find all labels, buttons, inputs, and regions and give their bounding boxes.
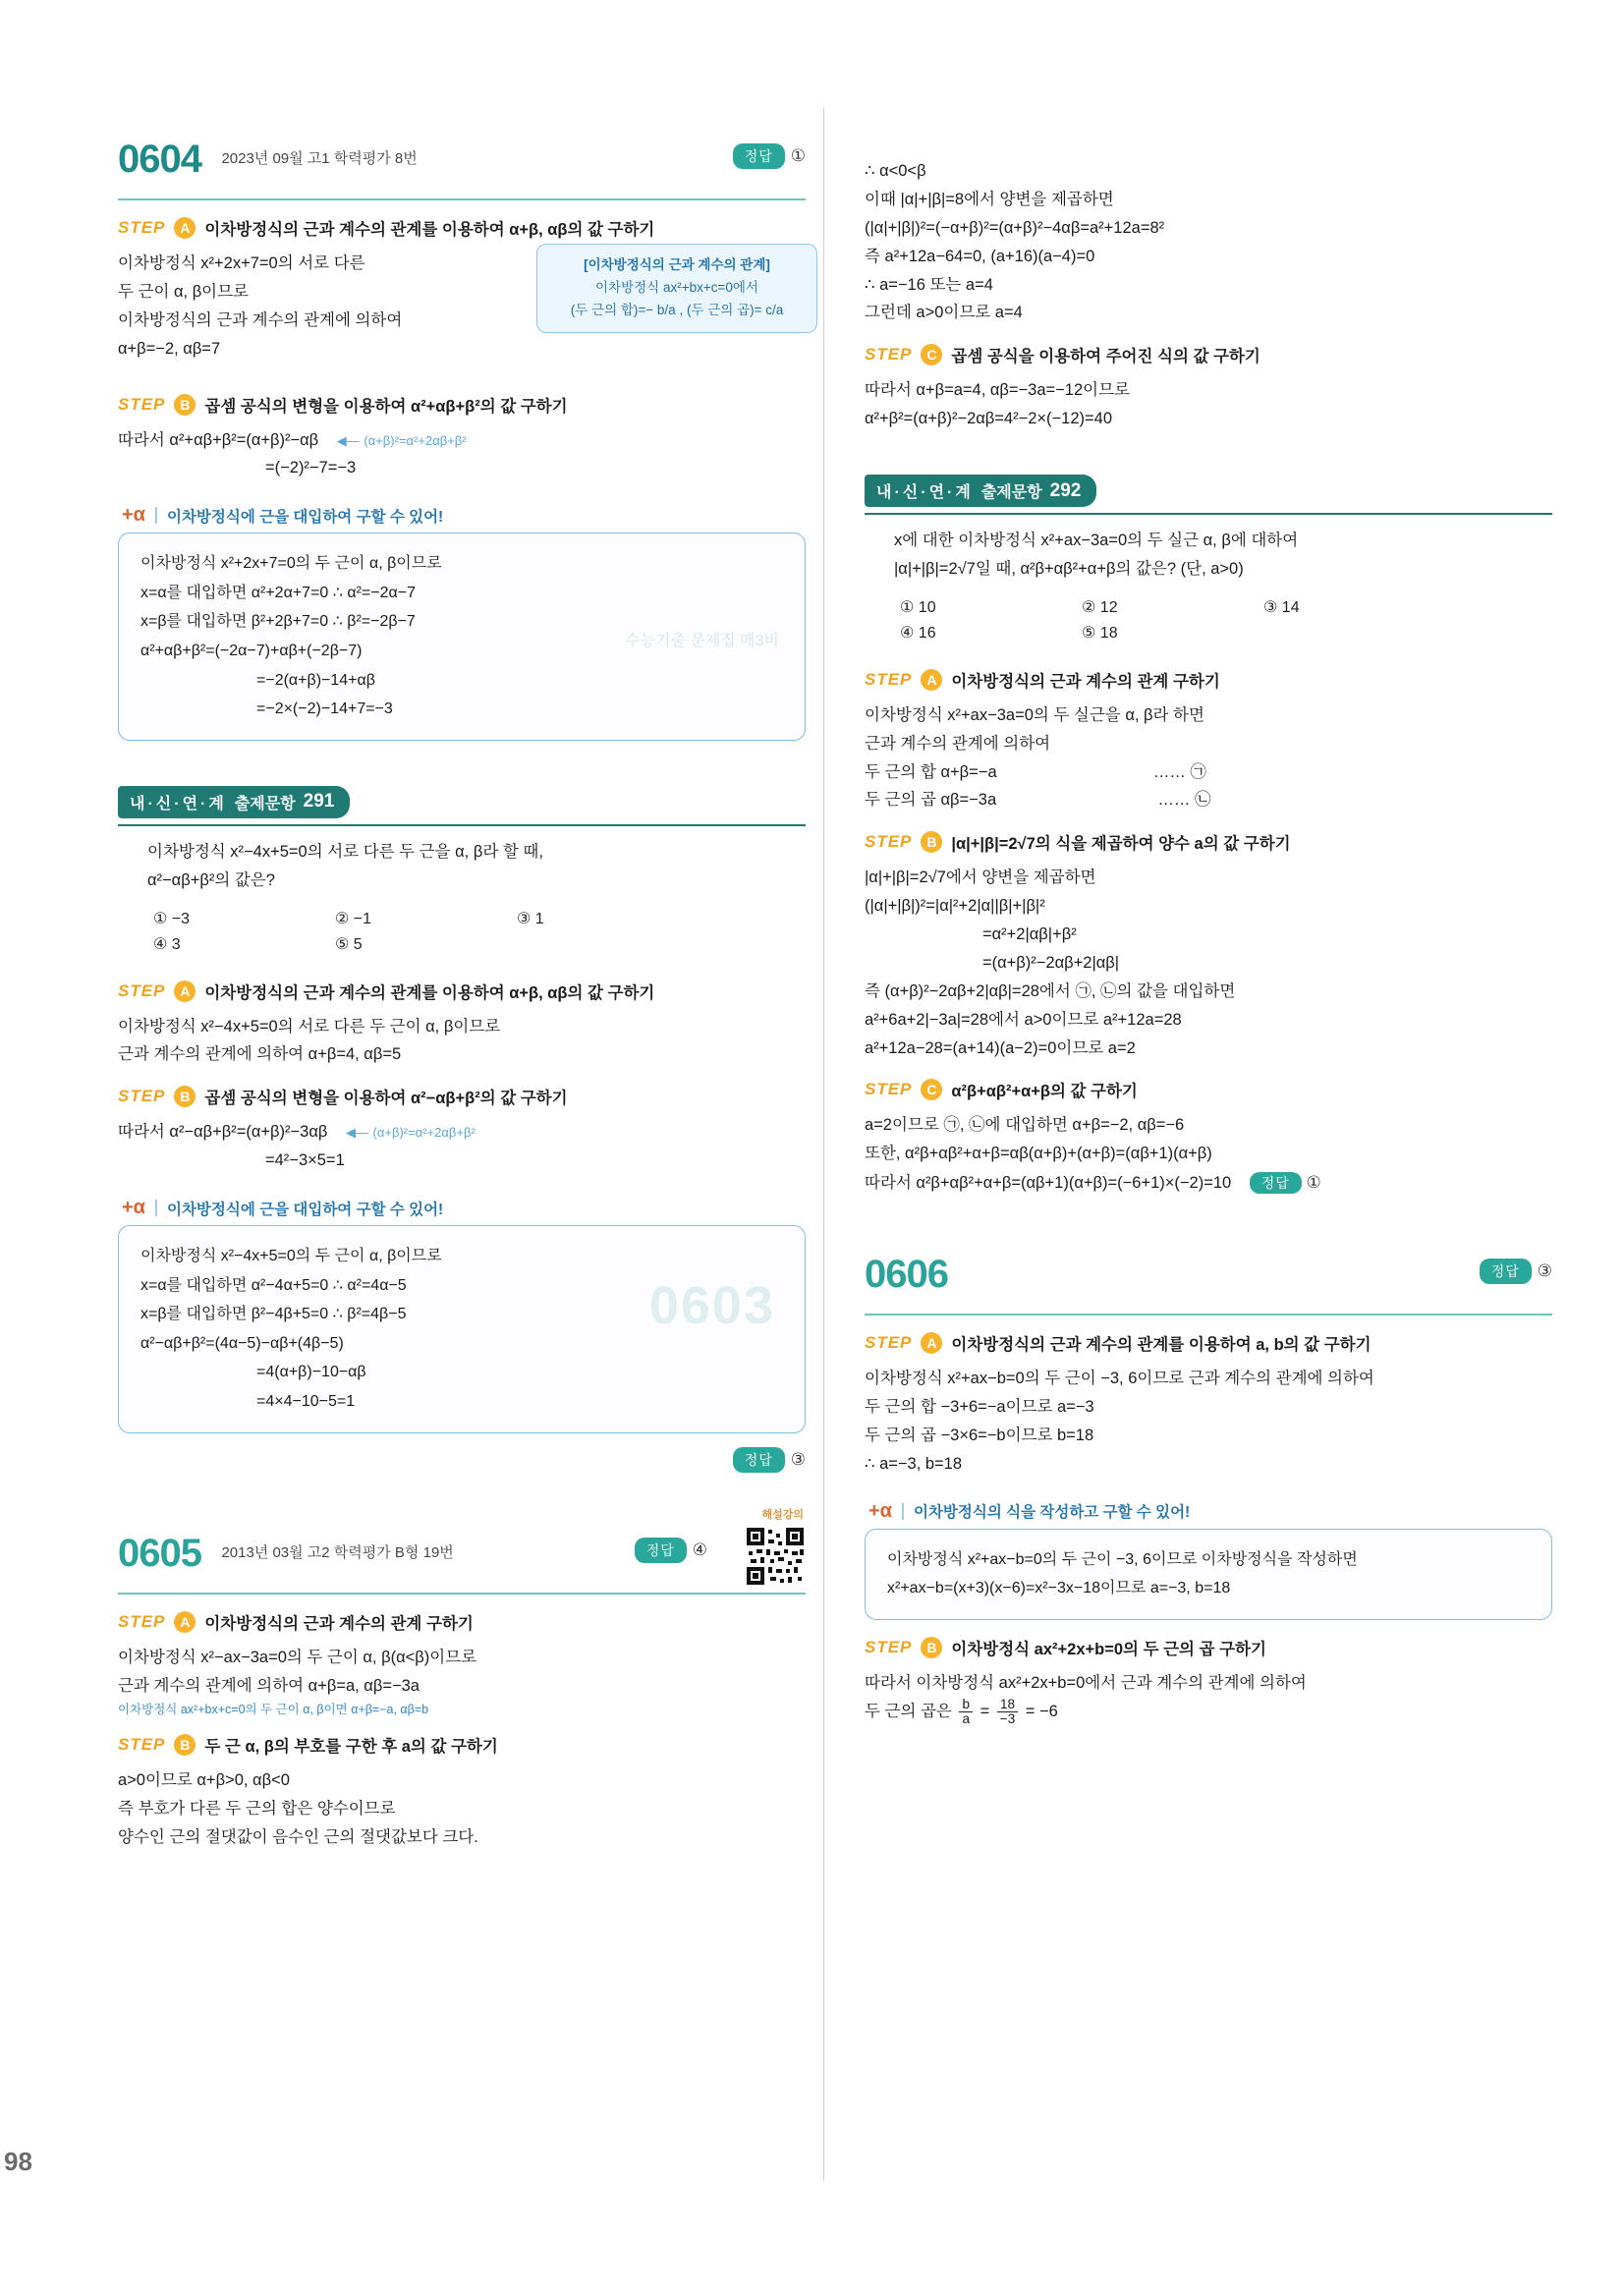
text-line: a>0이므로 α+β>0, αβ<0 — [118, 1771, 290, 1790]
choice-option[interactable]: ④ 3 — [153, 935, 181, 953]
text-line: a²+12a−28=(a+14)(a−2)=0이므로 a=2 — [865, 1038, 1136, 1057]
linked-tag-1: 내·신·연·계 — [876, 484, 974, 501]
linked-problem-291 — [118, 786, 806, 1473]
equation: 따라서 α²+αβ+β²=(α+β)²−αβ — [118, 430, 319, 449]
text-line: =(−2)²−7=−3 — [265, 459, 357, 477]
text-line: |α|+|β|=2√7에서 양변을 제곱하면 — [865, 868, 1096, 887]
text-line: 즉 부호가 다른 두 근의 합은 양수이므로 — [118, 1800, 396, 1819]
choice-row-1 — [900, 597, 1552, 617]
fraction: $\frac{18}{-3}$ — [997, 1698, 1018, 1726]
text-line — [118, 1118, 806, 1147]
qr-code-icon[interactable] — [745, 1526, 806, 1587]
text-line: 이차방정식 x²+ax−3a=0의 두 실근을 α, β라 하면 — [865, 705, 1204, 724]
choice-option[interactable]: ③ 1 — [517, 910, 544, 927]
step-badge: B — [174, 394, 196, 416]
equation: 따라서 α²−αβ+β²=(α+β)²−3αβ — [118, 1123, 328, 1142]
answer-pill-label: 정답 — [1480, 1259, 1532, 1284]
note-line: 이차방정식 ax²+bx+c=0에서 — [595, 279, 758, 295]
divider-bar — [902, 1503, 904, 1520]
formula-note-box — [536, 244, 817, 333]
linked-tag-2: 출제문항 — [980, 484, 1042, 501]
qr-label: 해설강의 — [761, 1508, 804, 1521]
problem-0604-header — [118, 138, 806, 193]
side-note-arrow: ◀— — [345, 1125, 368, 1141]
text-line: 이차방정식 x²+2x+7=0의 서로 다른 — [118, 254, 365, 272]
step-badge: C — [921, 1079, 942, 1100]
answer-value: ③ — [790, 1449, 806, 1469]
plus-alpha-header — [122, 504, 806, 527]
answer-pill-label: 정답 — [1250, 1172, 1302, 1194]
question-line: x에 대한 이차방정식 x²+ax−3a=0의 두 실근 α, β에 대하여 — [894, 532, 1299, 549]
text-line: ∴ a=−16 또는 a=4 — [865, 275, 993, 294]
step-title: 두 근 α, β의 부호를 구한 후 a의 값 구하기 — [204, 1738, 498, 1757]
text-line: α²−αβ+β²=(4α−5)−αβ+(4β−5) — [140, 1334, 344, 1352]
step-badge: C — [921, 344, 942, 365]
text-line — [865, 758, 1552, 787]
linked-rule — [118, 824, 806, 826]
linked-number: 291 — [303, 791, 335, 812]
text-line — [865, 786, 1552, 814]
text-line: 이차방정식 x²+ax−b=0의 두 근이 −3, 6이므로 근과 계수의 관계에 의하여 — [865, 1370, 1374, 1387]
equation: 따라서 α²β+αβ²+α+β=(αβ+1)(α+β)=(−6+1)×(−2)=10 — [865, 1174, 1232, 1193]
text-line: 근과 계수의 관계에 의하여 — [865, 734, 1051, 753]
text-line: 이차방정식 x²−ax−3a=0의 두 근이 α, β(α<β)이므로 — [118, 1648, 477, 1666]
choice-option[interactable]: ① 10 — [900, 598, 936, 616]
text-line: =4(α+β)−10−αβ — [256, 1364, 366, 1381]
answer-value: ① — [1306, 1173, 1321, 1193]
step-badge: A — [921, 1332, 942, 1354]
problem-number: 0606 — [865, 1253, 948, 1296]
step-a — [118, 980, 806, 1003]
text-line: a=2이므로 ㉠, ㉡에 대입하면 α+β=−2, αβ=−6 — [865, 1116, 1185, 1135]
plus-alpha-header — [868, 1500, 1552, 1523]
side-note: (α+β)²=α²+2αβ+β² — [372, 1125, 476, 1141]
text-line: 즉 (α+β)²−2αβ+2|αβ|=28에서 ㉠, ㉡의 값을 대입하면 — [865, 981, 1236, 1000]
text-line: α²+β²=(α+β)²−2αβ=4²−2×(−12)=40 — [865, 410, 1113, 428]
text-line: 이차방정식 x²+ax−b=0의 두 근이 −3, 6이므로 이차방정식을 작성하면 — [887, 1550, 1358, 1568]
plus-alpha-icon: +α — [122, 504, 145, 527]
equation-tag: …… ㉠ — [1152, 762, 1206, 781]
text-line: 근과 계수의 관계에 의하여 α+β=a, αβ=−3a — [118, 1676, 420, 1695]
step-badge: B — [174, 1086, 196, 1107]
choice-option[interactable]: ② 12 — [1082, 598, 1118, 616]
text-line: ∴ a=−3, b=18 — [865, 1454, 963, 1473]
step-c — [865, 1078, 1552, 1101]
text-line: =4×4−10−5=1 — [256, 1393, 356, 1411]
step-word: STEP — [118, 1735, 166, 1755]
problem-number: 0605 — [118, 1531, 201, 1575]
step-title: 곱셈 공식을 이용하여 주어진 식의 값 구하기 — [951, 348, 1260, 366]
text-line: (|α|+|β|)²=(−α+β)²=(α+β)²−4αβ=a²+12a=8² — [865, 218, 1165, 237]
text-line: 두 근의 곱 −3×6=−b이므로 b=18 — [865, 1426, 1094, 1444]
step-title: 이차방정식의 근과 계수의 관계를 이용하여 α+β, αβ의 값 구하기 — [204, 983, 655, 1002]
step-word: STEP — [865, 669, 913, 689]
step-title: 이차방정식의 근과 계수의 관계를 이용하여 a, b의 값 구하기 — [951, 1336, 1372, 1354]
step-word: STEP — [865, 1637, 913, 1656]
choice-option[interactable]: ③ 14 — [1263, 598, 1300, 616]
step-a — [118, 216, 806, 240]
answer-badge — [733, 143, 806, 169]
text-line: a²+6a+2|−3a|=28에서 a>0이므로 a²+12a=28 — [865, 1010, 1182, 1029]
problem-0605 — [118, 1508, 806, 1852]
problem-0606 — [865, 1253, 1552, 1726]
question-line: α²−αβ+β²의 값은? — [147, 870, 275, 889]
step-word: STEP — [865, 1080, 913, 1099]
problem-source: 2013년 03월 고2 학력평가 B형 19번 — [221, 1543, 454, 1561]
plus-alpha-box — [118, 1225, 806, 1433]
linked-problem-header — [865, 475, 1096, 507]
text-line: x=β를 대입하면 β²−4β+5=0 ∴ β²=4β−5 — [140, 1306, 407, 1323]
right-column — [865, 157, 1552, 1726]
step-title: 이차방정식의 근과 계수의 관계 구하기 — [951, 672, 1220, 691]
watermark-text: 수능기출 문제집 매3비 — [625, 633, 779, 650]
answer-pill-label: 정답 — [635, 1538, 687, 1563]
choice-row-1 — [153, 909, 806, 928]
step-badge: A — [174, 217, 196, 239]
left-column — [118, 138, 806, 1852]
step-title: α²β+αβ²+α+β의 값 구하기 — [951, 1083, 1138, 1101]
text-line: =(α+β)²−2αβ+2|αβ| — [982, 953, 1120, 972]
problem-source: 2023년 09월 고1 학력평가 8번 — [221, 150, 418, 167]
step-badge: B — [174, 1734, 196, 1756]
answer-value: ④ — [692, 1540, 707, 1559]
question-line: |α|+|β|=2√7일 때, α²β+αβ²+α+β의 값은? (단, a>0) — [894, 559, 1244, 578]
text-line: x=α를 대입하면 α²−4α+5=0 ∴ α²=4α−5 — [140, 1276, 407, 1294]
inline-note: 이차방정식 ax²+bx+c=0의 두 근이 α, β이면 α+β=−a, αβ=b — [118, 1703, 429, 1717]
step-b — [865, 830, 1552, 854]
text-line: 따라서 이차방정식 ax²+2x+b=0에서 근과 계수의 관계에 의하여 — [865, 1673, 1307, 1692]
equation-tag: …… ㉡ — [1157, 791, 1211, 810]
text-line: 두 근의 곱은 $\frac{b}{a}$ = $\frac{18}{-3}$ = −6 — [865, 1696, 1058, 1726]
step-a — [118, 1610, 806, 1634]
text-line: 따라서 α+β=a=4, αβ=−3a=−12이므로 — [865, 381, 1130, 400]
step-word: STEP — [118, 980, 166, 1000]
divider-bar — [155, 507, 157, 524]
header-rule — [118, 198, 806, 200]
text-line: 또한, α²β+αβ²+α+β=αβ(α+β)+(α+β)=(αβ+1)(α+β) — [865, 1145, 1212, 1163]
problem-0605-header — [118, 1508, 806, 1587]
step-title: 이차방정식의 근과 계수의 관계를 이용하여 α+β, αβ의 값 구하기 — [204, 221, 655, 239]
choice-option[interactable]: ⑤ 5 — [335, 935, 363, 953]
text-line: 두 근의 합 −3+6=−a이므로 a=−3 — [865, 1397, 1094, 1416]
plus-alpha-icon: +α — [122, 1197, 145, 1219]
linked-problem-292 — [865, 475, 1552, 1198]
step-title: 이차방정식 ax²+2x+b=0의 두 근의 곱 구하기 — [951, 1640, 1266, 1658]
problem-0606-header — [865, 1253, 1552, 1308]
step-badge: A — [921, 669, 942, 691]
plus-alpha-label: 이차방정식에 근을 대입하여 구할 수 있어! — [166, 1201, 444, 1218]
page-number: 98 — [4, 2147, 32, 2176]
text-line: =−2×(−2)−14+7=−3 — [256, 700, 393, 718]
text-line: 즉 a²+12a−64=0, (a+16)(a−4)=0 — [865, 247, 1095, 265]
choice-row-2 — [153, 934, 806, 954]
answer-value: ③ — [1537, 1261, 1552, 1280]
linked-problem-header — [118, 786, 350, 818]
answer-badge — [1480, 1259, 1552, 1284]
text-line: 양수인 근의 절댓값이 음수인 근의 절댓값보다 크다. — [118, 1828, 478, 1847]
problem-number: 0604 — [118, 138, 201, 181]
choice-row-2 — [900, 623, 1552, 643]
text-line: 이때 |α|+|β|=8에서 양변을 제곱하면 — [865, 190, 1114, 208]
choice-option[interactable]: ⑤ 18 — [1082, 624, 1118, 642]
step-a — [865, 668, 1552, 692]
step-title: |α|+|β|=2√7의 식을 제곱하여 양수 a의 값 구하기 — [951, 835, 1291, 854]
step-badge: A — [174, 1611, 196, 1633]
step-b — [118, 1085, 806, 1108]
step-word: STEP — [865, 1333, 913, 1352]
text-line: 이차방정식 x²+2x+7=0의 두 근이 α, β이므로 — [140, 555, 442, 573]
text-line: 두 근이 α, β이므로 — [118, 282, 250, 301]
step-badge: A — [174, 980, 196, 1002]
question-line: 이차방정식 x²−4x+5=0의 서로 다른 두 근을 α, β라 할 때, — [147, 842, 543, 861]
step-b — [865, 1636, 1552, 1659]
text-line: α+β=−2, αβ=7 — [118, 339, 221, 358]
equation: 두 근의 합 α+β=−a — [865, 762, 997, 781]
fraction: $\frac{b}{a}$ — [959, 1698, 973, 1726]
answer-value: ① — [790, 146, 806, 165]
header-rule — [118, 1593, 806, 1595]
text-line: 이차방정식 x²−4x+5=0의 서로 다른 두 근이 α, β이므로 — [118, 1017, 501, 1036]
answer-badge — [118, 1447, 806, 1473]
choice-option[interactable]: ④ 16 — [900, 624, 936, 642]
text-line: 이차방정식 x²−4x+5=0의 두 근이 α, β이므로 — [140, 1248, 442, 1265]
step-word: STEP — [118, 1087, 166, 1106]
step-word: STEP — [865, 345, 913, 364]
step-title: 곱셈 공식의 변형을 이용하여 α²+αβ+β²의 값 구하기 — [204, 397, 568, 416]
header-rule — [865, 1314, 1552, 1316]
step-b — [118, 1733, 806, 1757]
text-line — [118, 426, 806, 455]
note-title: [이차방정식의 근과 계수의 관계] — [584, 257, 770, 272]
choice-option[interactable]: ② −1 — [335, 910, 372, 927]
choice-option[interactable]: ① −3 — [153, 910, 191, 927]
answer-pill-label: 정답 — [733, 143, 785, 169]
step-word: STEP — [118, 218, 166, 237]
text-line: x=β를 대입하면 β²+2β+7=0 ∴ β²=−2β−7 — [140, 613, 416, 631]
answer-pill-label: 정답 — [733, 1447, 785, 1473]
plus-alpha-box — [118, 532, 806, 741]
side-note: (α+β)²=α²+2αβ+β² — [364, 432, 467, 448]
step-badge: B — [921, 1637, 942, 1658]
plus-alpha-label: 이차방정식에 근을 대입하여 구할 수 있어! — [166, 508, 444, 526]
text-line — [865, 1168, 1552, 1198]
step-b — [118, 393, 806, 417]
step-c — [865, 343, 1552, 366]
column-divider — [823, 108, 824, 2181]
text-line: =α²+2|αβ|+β² — [982, 925, 1077, 943]
step-title: 곱셈 공식의 변형을 이용하여 α²−αβ+β²의 값 구하기 — [204, 1090, 568, 1108]
watermark-number: 0603 — [648, 1276, 775, 1336]
text-line: x=α를 대입하면 α²+2α+7=0 ∴ α²=−2α−7 — [140, 584, 417, 601]
text-line: =4²−3×5=1 — [265, 1151, 345, 1170]
text-line: 근과 계수의 관계에 의하여 α+β=4, αβ=5 — [118, 1045, 402, 1064]
text-line: 그런데 a>0이므로 a=4 — [865, 304, 1023, 322]
step-title: 이차방정식의 근과 계수의 관계 구하기 — [204, 1614, 474, 1633]
step-word: STEP — [865, 832, 913, 852]
text-line: (|α|+|β|)²=|α|²+2|α||β|+|β|² — [865, 897, 1045, 916]
linked-rule — [865, 513, 1552, 515]
problem-0605-continued — [865, 157, 1552, 433]
answer-badge — [635, 1538, 707, 1563]
text-line: ∴ α<0<β — [865, 162, 926, 180]
plus-alpha-header — [122, 1197, 806, 1219]
linked-number: 292 — [1049, 479, 1082, 501]
side-note-arrow: ◀— — [336, 432, 360, 448]
step-a — [865, 1331, 1552, 1355]
problem-0604 — [118, 138, 806, 741]
plus-alpha-icon: +α — [868, 1499, 892, 1522]
note-line: (두 근의 합)=− b/a , (두 근의 곱)= c/a — [570, 302, 784, 317]
linked-tag-2: 출제문항 — [234, 795, 296, 812]
linked-tag-1: 내·신·연·계 — [130, 795, 227, 812]
plus-alpha-box — [865, 1529, 1552, 1620]
text-line: α²+αβ+β²=(−2α−7)+αβ+(−2β−7) — [140, 643, 363, 660]
divider-bar — [155, 1200, 157, 1216]
step-badge: B — [921, 831, 942, 853]
text-line: 이차방정식의 근과 계수의 관계에 의하여 — [118, 310, 403, 329]
plus-alpha-label: 이차방정식의 식을 작성하고 구할 수 있어! — [913, 1504, 1191, 1521]
step-word: STEP — [118, 1611, 166, 1631]
text-line: =−2(α+β)−14+αβ — [256, 671, 375, 689]
step-word: STEP — [118, 394, 166, 414]
text-line: x²+ax−b=(x+3)(x−6)=x²−3x−18이므로 a=−3, b=18 — [887, 1580, 1231, 1597]
equation: 두 근의 곱 αβ=−3a — [865, 791, 997, 810]
